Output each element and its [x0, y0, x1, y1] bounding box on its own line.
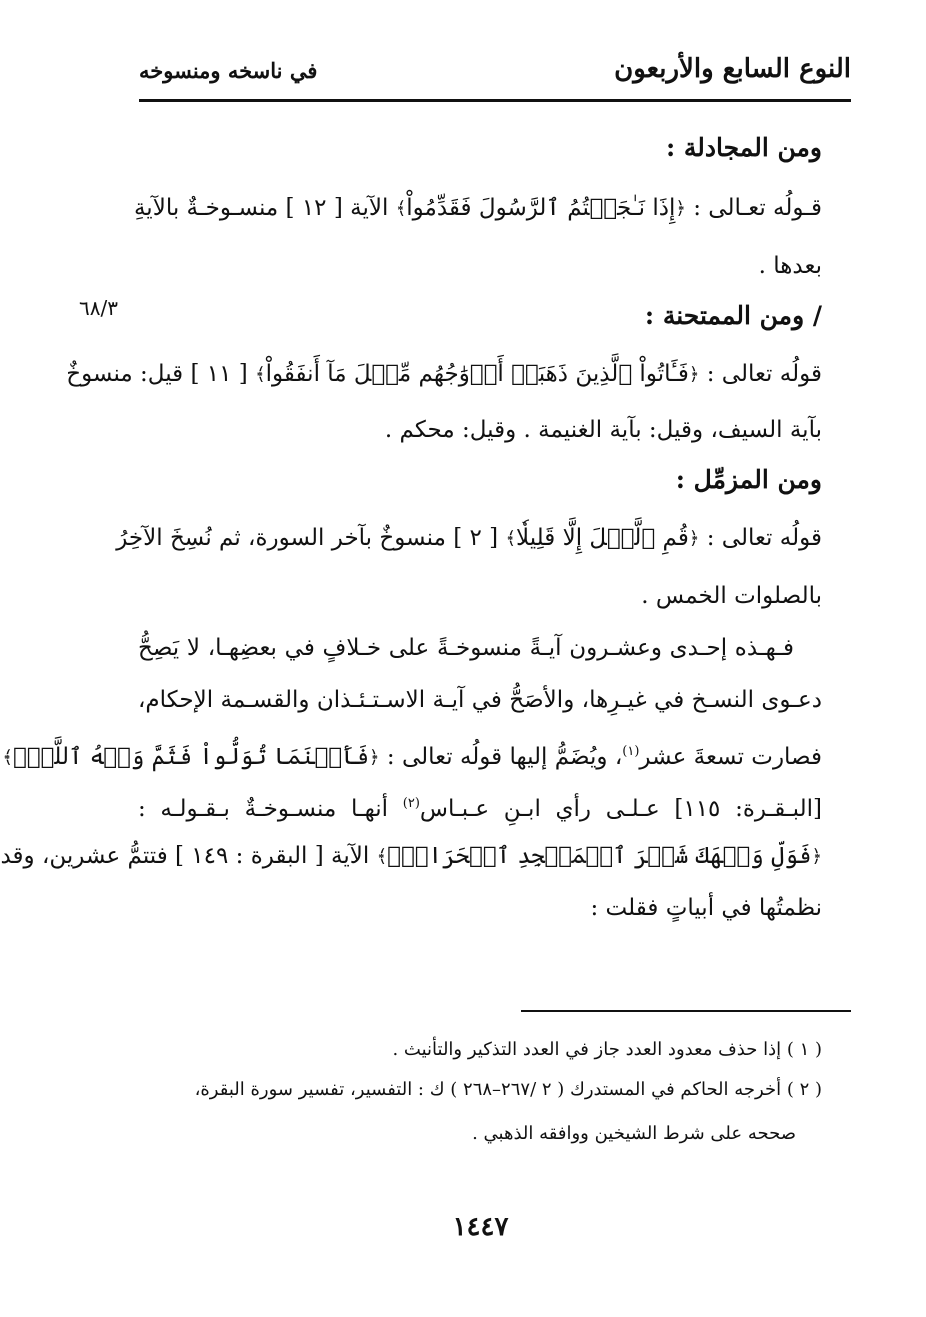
text-run: قـولُه تعـالى : [685, 195, 822, 221]
chapter-title: النوع السابع والأربعون [614, 54, 851, 84]
text-run: [ ٢ ] منسوخٌ بآخر السورة، ثم نُسِخَ الآخِرُ [116, 525, 506, 551]
ornament-close-icon: ﴾ [2, 747, 13, 768]
footnote-ref: (١) [622, 744, 640, 759]
footnote-2-continued: صححه على شرط الشيخين ووافقه الذهبي . [472, 1123, 796, 1144]
ornament-open-icon: ﴿ [369, 747, 380, 768]
text-line: بعدها . [758, 253, 822, 279]
paragraph-line: دعـوى النسـخ في غيـرِها، والأصَحُّ في آيـة الاسـتـئـذان والقسـمة الإحكام، [138, 687, 822, 713]
ornament-close-icon: ﴾ [255, 364, 266, 385]
ornament-close-icon: ﴾ [395, 198, 407, 219]
heading-mujadala: ومن المجادلة : [665, 133, 822, 162]
text-line [116, 518, 822, 560]
footnote-rule [521, 1010, 851, 1012]
heading-muzzammil: ومن المزمِّل : [675, 465, 822, 494]
quran-verse: فَـَٔاتُواْ ٱلَّذِينَ ذَهَبَتۡ أَزۡوَٰجُهُم مِّثۡلَ مَآ أَنفَقُواْ [265, 361, 689, 387]
text-run: [البـقـرة: ١١٥] عـلـى رأي ابـنِ عـبـاس [419, 796, 822, 822]
paragraph-line [0, 836, 822, 878]
text-line: بآية السيف، وقيل: بآية الغنيمة . وقيل: محكم . [384, 417, 822, 443]
ornament-open-icon: ﴿ [688, 364, 700, 385]
text-run: أنهـا منسـوخـةٌ بـقـولـه : [138, 796, 403, 822]
ornament-open-icon: ﴿ [811, 846, 822, 867]
margin-note: ٦٨/٣ [79, 296, 118, 320]
text-run: قولُه تعالى : [699, 525, 822, 551]
paragraph-line: نظمتُها في أبياتٍ فقلت : [590, 895, 822, 921]
running-header [139, 46, 851, 102]
text-run: قولُه تعالى : [699, 361, 822, 387]
text-run: الآية [ ١٢ ] منسـوخـةٌ بالآيةِ [133, 195, 396, 221]
ornament-close-icon: ﴾ [376, 846, 388, 867]
text-run: فصارت تسعةَ عشر [639, 744, 822, 770]
paragraph-line: فـهـذه إحـدى وعشـرون آيـةً منسوخـةً على خـلافٍ في بعضِهـا، لا يَصِحُّ [138, 635, 794, 661]
quran-verse: فَأَيۡنَمَا تُوَلُّواْ فَثَمَّ وَجۡهُ ٱللَّهِۚ [12, 744, 370, 770]
ornament-open-icon: ﴿ [675, 198, 686, 219]
paragraph-line [2, 732, 822, 774]
quran-verse: قُمِ ٱلَّيۡلَ إِلَّا قَلِيلٗا [516, 525, 689, 551]
heading-mumtahana: / ومن الممتحنة : [644, 301, 822, 330]
quran-verse: فَوَلِّ وَجۡهَكَ شَطۡرَ ٱلۡمَسۡجِدِ ٱلۡحَرَامِۚ [387, 843, 812, 869]
footnote-1: ( ١ ) إذا حذف معدود العدد جاز في العدد التذكير والتأنيث . [392, 1039, 822, 1060]
paragraph-line [138, 784, 822, 826]
ornament-open-icon: ﴿ [688, 528, 700, 549]
page-number: ١٤٤٧ [452, 1212, 509, 1242]
footnote-2: ( ٢ ) أخرجه الحاكم في المستدرك ( ٢ /٢٦٧–٢٦٨ ) ك : التفسير، تفسير سورة البقرة، [194, 1079, 822, 1100]
text-run: ، ويُضَمُّ إليها قولُه تعالى : [379, 744, 623, 770]
header-rule [139, 99, 851, 102]
text-run: [ ١١ ] قيل: منسوخٌ [66, 361, 256, 387]
quran-verse: إِذَا نَـٰجَيۡتُمُ ٱلرَّسُولَ فَقَدِّمُواْ [406, 195, 676, 221]
footnote-ref: (٢) [402, 796, 420, 811]
ornament-close-icon: ﴾ [505, 528, 516, 549]
text-run: الآية [ البقرة : ١٤٩ ] فتتمُّ عشرين، وقد [0, 843, 377, 869]
text-line: بالصلوات الخمس . [641, 583, 822, 609]
section-title: في ناسخه ومنسوخه [139, 58, 318, 83]
text-line [133, 188, 822, 230]
text-line [66, 354, 822, 396]
